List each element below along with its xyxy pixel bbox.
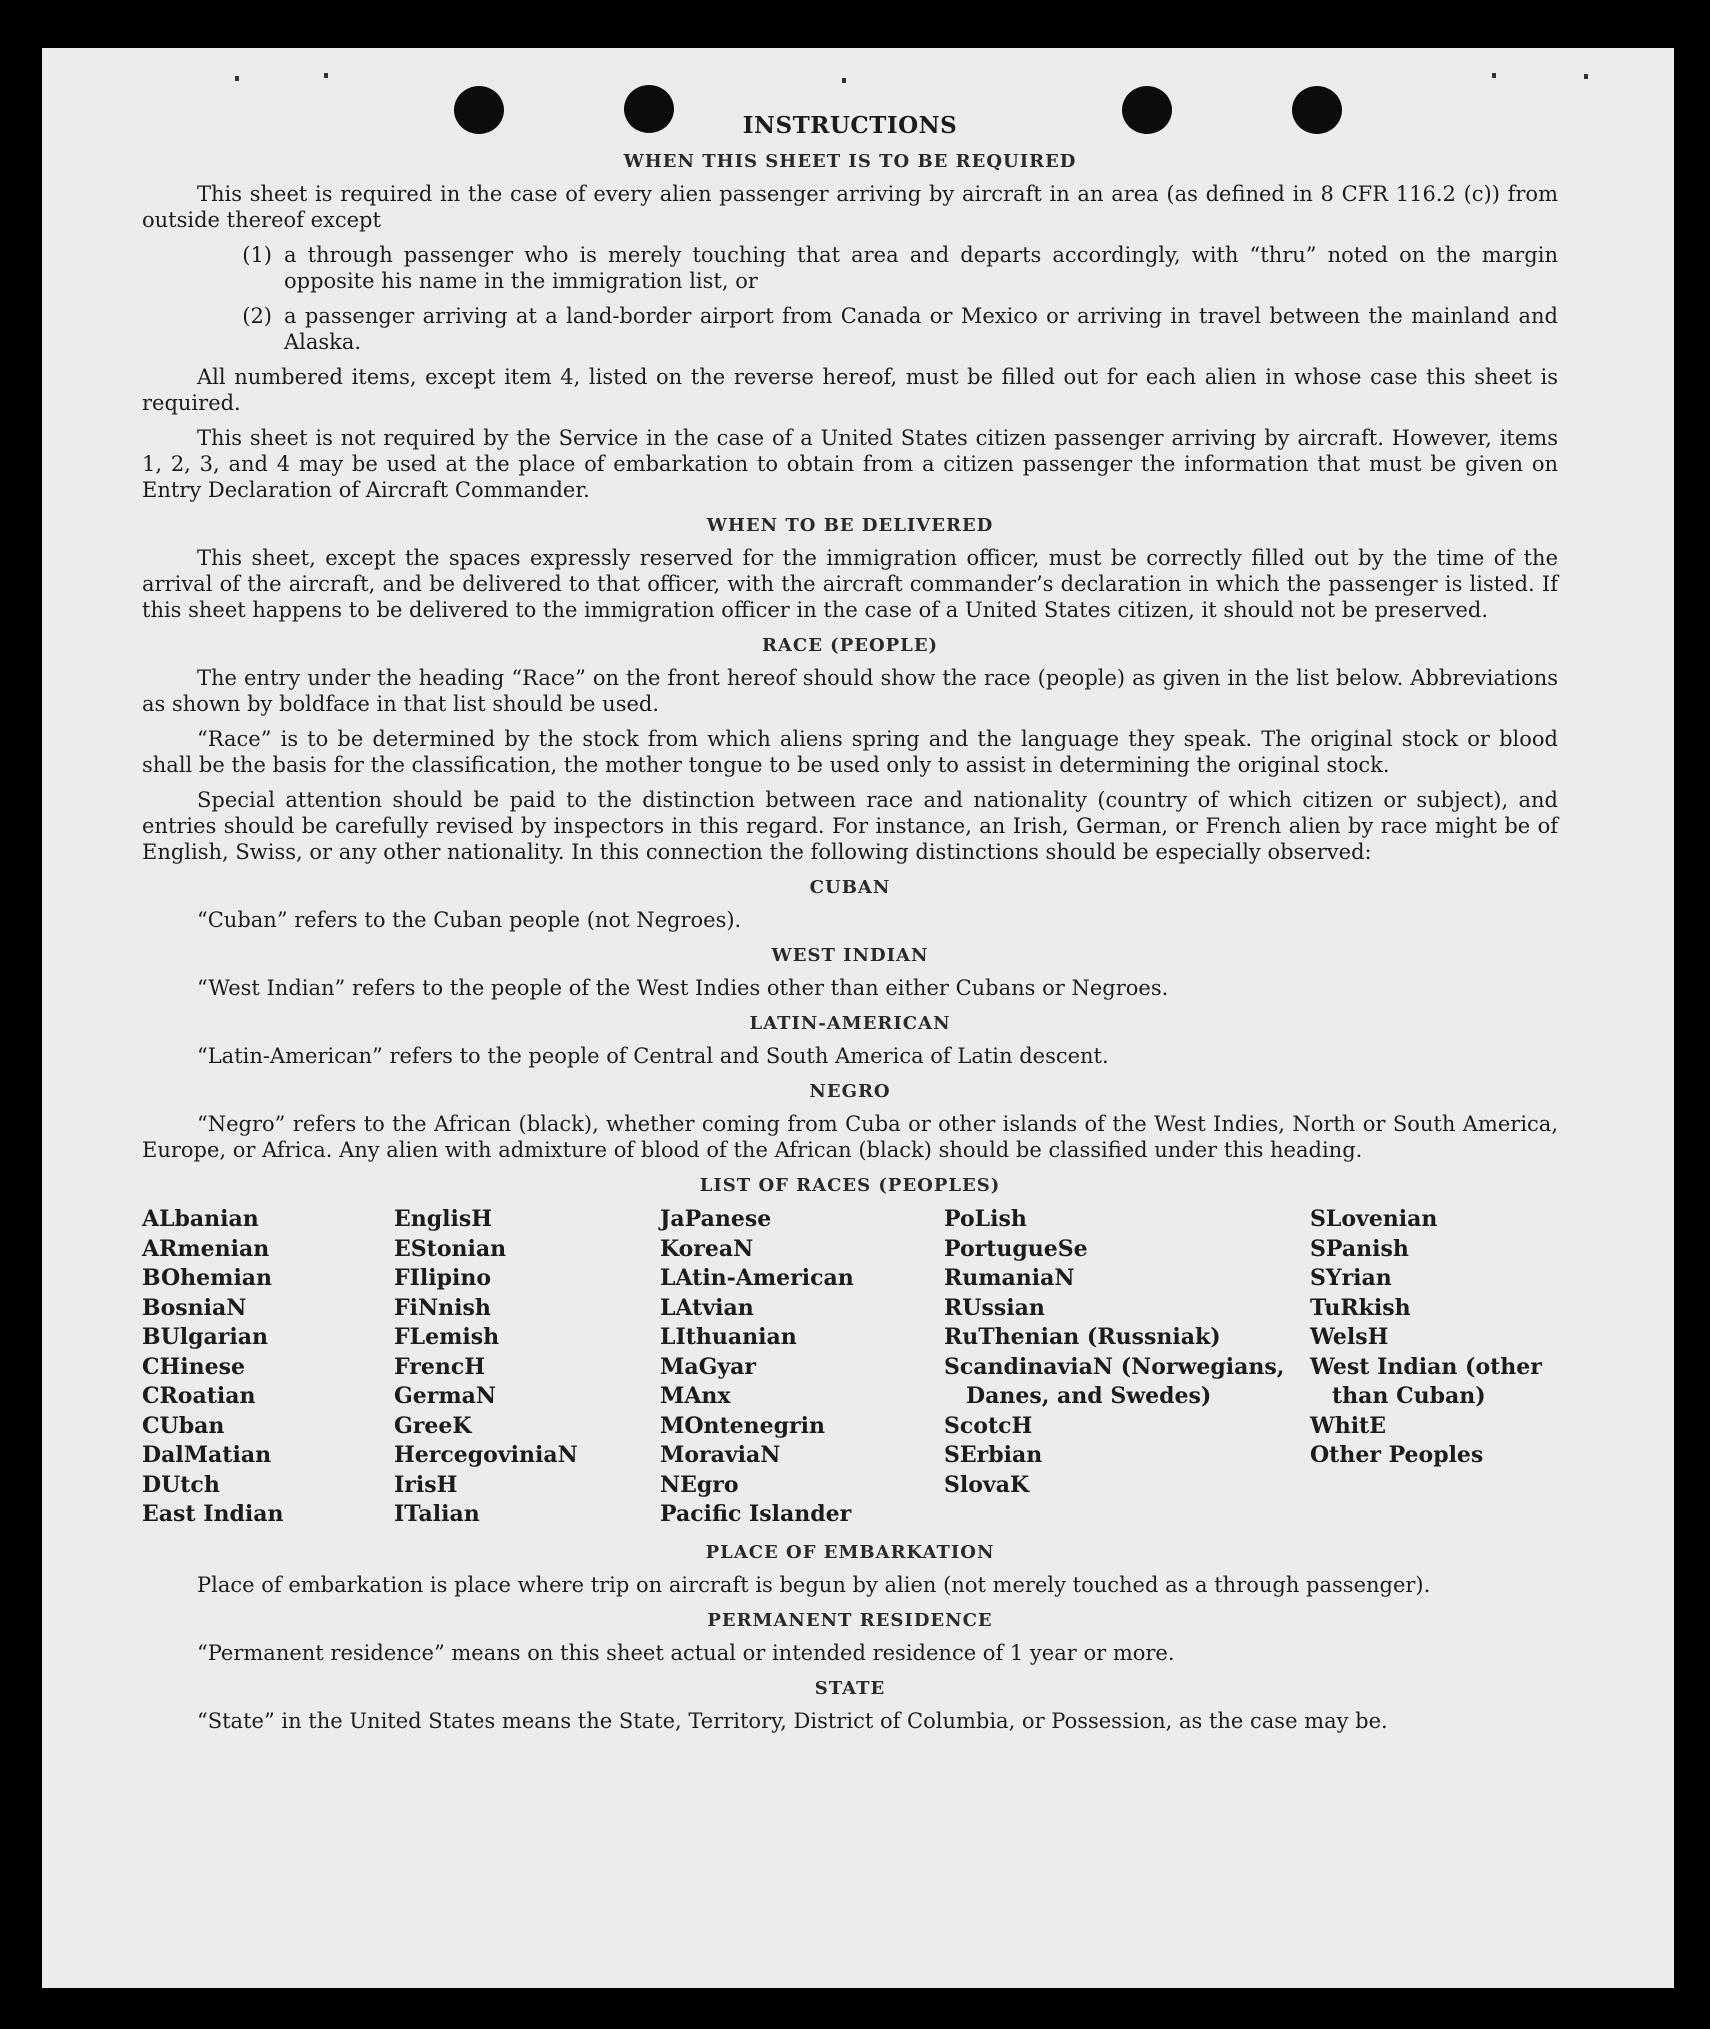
item-text: a through passenger who is merely touching that area and departs accordingly, with “thru” noted on the margin opposite his name in the immigration list, or [284,243,1558,293]
race-list [142,1205,1558,1530]
race-column [1310,1205,1558,1530]
race-entry: FrencH [394,1353,485,1380]
race-entry: EStonian [394,1235,507,1262]
item-number: (2) [242,304,272,328]
speck [324,73,328,78]
race-entry: West Indian (other than Cuban) [1310,1353,1542,1409]
race-entry: MoraviaN [660,1442,781,1468]
negro-text: “Negro” refers to the African (black), whether coming from Cuba or other islands of the West Indies, North or South America, Europe, or Africa. Any alien with admixture of blood of the African (black) should be classified under this heading. [142,1112,1558,1162]
race-entry: SErbian [944,1442,1043,1468]
race-column [660,1205,944,1530]
race-entry: CHinese [142,1353,246,1380]
race-entry: RUssian [944,1294,1045,1321]
heading-west-indian: WEST INDIAN [771,945,929,966]
heading-state: STATE [814,1677,886,1699]
race-entry: GreeK [394,1412,472,1439]
race-column [142,1205,394,1530]
embarkation-text: Place of embarkation is place where trip on aircraft is begun by alien (not merely touched as a through passenger). [197,1572,1431,1597]
delivered-text: This sheet, except the spaces expressly reserved for the immigration officer, must be correctly filled out by the time of the arrival of the aircraft, and be delivered to that officer, with the aircraft commander’s declaration in which the passenger is listed. If this sheet happens to be delivered to the immigration officer in the case of a United States citizen, it should not be preserved. [142,546,1558,622]
race-entry: DUtch [142,1471,220,1498]
race-entry: NEgro [660,1471,739,1498]
exception-item [142,303,1558,355]
race-column [394,1205,660,1530]
item-number: (1) [242,243,272,267]
heading-latin-american: LATIN-AMERICAN [749,1013,951,1034]
race-entry: ScandinaviaN (Norwegians, Danes, and Swedes) [944,1353,1285,1409]
page-title: INSTRUCTIONS [742,112,958,139]
document-page [42,48,1674,1988]
required-intro: This sheet is required in the case of every alien passenger arriving by aircraft in an area (as defined in 8 CFR 116.2 (c)) from outside thereof except [142,182,1558,232]
race-para-3: Special attention should be paid to the distinction between race and nationality (country of which citizen or subject), and entries should be carefully revised by inspectors in this regard. For instance, an Irish, German, or French alien by race might be of English, Swiss, or any other nationality. In this connection the following distinctions should be especially observed: [142,788,1558,864]
race-entry: SLovenian [1310,1206,1438,1232]
heading-list-of-races: LIST OF RACES (PEOPLES) [699,1175,1001,1196]
race-entry: DalMatian [142,1442,272,1468]
latin-american-text: “Latin-American” refers to the people of Central and South America of Latin descent. [197,1044,1109,1068]
race-entry: ScotcH [944,1412,1033,1439]
race-entry: FIlipino [394,1265,492,1291]
race-entry: IrisH [394,1471,458,1498]
race-entry: BosniaN [142,1294,247,1321]
residence-text: “Permanent residence” means on this sheet actual or intended residence of 1 year or more. [197,1640,1175,1665]
race-entry: SPanish [1310,1235,1409,1262]
cuban-text: “Cuban” refers to the Cuban people (not Negroes). [197,908,742,932]
race-entry: LIthuanian [660,1324,797,1350]
heading-residence: PERMANENT RESIDENCE [707,1609,993,1631]
race-entry: BUlgarian [142,1324,268,1350]
race-para-1: The entry under the heading “Race” on the front hereof should show the race (people) as given in the list below. Abbreviations as shown by boldface in that list should be used. [142,666,1558,716]
heading-embarkation: PLACE OF EMBARKATION [705,1541,995,1563]
race-entry: RumaniaN [944,1265,1075,1291]
race-entry: SlovaK [944,1471,1030,1498]
heading-cuban: CUBAN [809,877,891,898]
race-entry: FLemish [394,1324,500,1350]
race-entry: Pacific Islander [660,1501,852,1527]
race-entry: WhitE [1310,1412,1386,1439]
speck [1492,73,1496,78]
race-entry: ITalian [394,1501,480,1527]
speck [235,76,239,81]
item-text: a passenger arriving at a land-border airport from Canada or Mexico or arriving in travel between the mainland and Alaska. [284,304,1558,354]
race-para-2: “Race” is to be determined by the stock from which aliens spring and the language they speak. The original stock or blood shall be the basis for the classification, the mother tongue to be used only to assist in determining the original stock. [142,727,1558,777]
state-text: “State” in the United States means the State, Territory, District of Columbia, or Possession, as the case may be. [197,1708,1388,1733]
race-entry: JaPanese [660,1206,772,1232]
race-entry: KoreaN [660,1235,754,1262]
race-entry: East Indian [142,1501,284,1527]
race-entry: EnglisH [394,1206,493,1232]
heading-required: WHEN THIS SHEET IS TO BE REQUIRED [623,151,1077,172]
west-indian-text: “West Indian” refers to the people of the West Indies other than either Cubans or Negroes. [197,976,1169,1000]
required-para-3: This sheet is not required by the Service in the case of a United States citizen passenger arriving by aircraft. However, items 1, 2, 3, and 4 may be used at the place of embarkation to obtain from a citizen passenger the information that must be given on Entry Declaration of Aircraft Commander. [142,426,1558,502]
exception-item [142,242,1558,294]
race-entry: MaGyar [660,1353,757,1380]
race-entry: HercegoviniaN [394,1442,578,1468]
race-entry: SYrian [1310,1265,1392,1291]
race-entry: CRoatian [142,1383,256,1409]
race-entry: ARmenian [142,1235,270,1262]
race-column [944,1205,1310,1530]
race-entry: MOntenegrin [660,1412,825,1439]
speck [842,78,846,83]
race-entry: MAnx [660,1383,731,1409]
race-entry: GermaN [394,1383,497,1409]
race-entry: TuRkish [1310,1294,1411,1321]
race-entry: LAtvian [660,1294,754,1321]
race-entry: WelsH [1310,1324,1389,1350]
race-entry: PoLish [944,1206,1027,1232]
race-entry: ALbanian [142,1206,259,1232]
heading-delivered: WHEN TO BE DELIVERED [706,515,994,536]
speck [1584,74,1588,79]
heading-negro: NEGRO [809,1081,891,1102]
race-entry: RuThenian (Russniak) [944,1324,1221,1350]
race-entry: BOhemian [142,1265,273,1291]
race-entry: FiNnish [394,1294,491,1321]
required-para-2: All numbered items, except item 4, listed on the reverse hereof, must be filled out for each alien in whose case this sheet is required. [142,365,1558,415]
race-entry: Other Peoples [1310,1442,1484,1468]
race-entry: LAtin-American [660,1265,854,1291]
heading-race: RACE (PEOPLE) [761,635,939,656]
race-entry: CUban [142,1412,225,1439]
race-entry: PortugueSe [944,1235,1088,1262]
instructions-body [142,113,1558,1743]
